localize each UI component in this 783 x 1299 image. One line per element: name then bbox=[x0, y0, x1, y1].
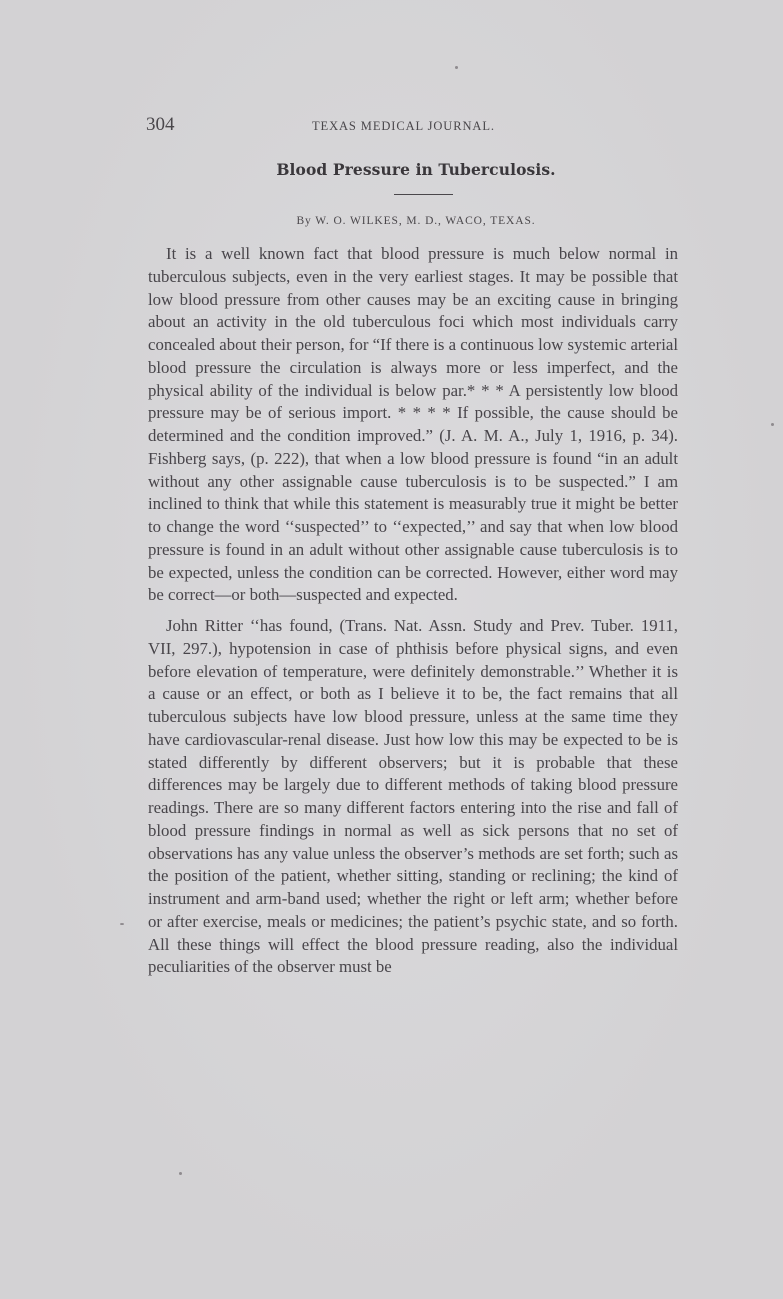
paper-speck bbox=[455, 66, 458, 69]
article-body bbox=[148, 243, 678, 979]
paragraph: It is a well known fact that blood pressure is much below normal in tuberculous subjects, even in the very earliest stages. It may be possible that low blood pressure from other causes may be an exciting cause in bringing about an activity in the old tuberculous foci which most individuals carry concealed about their person, for “If there is a continuous low systemic arterial blood pressure the circulation is always more or less imperfect, and the physical ability of the individual is below par.* * * A persistently low blood pressure may be of serious import. * * * * If possible, the cause should be determined and the condition improved.” (J. A. M. A., July 1, 1916, p. 34). Fishberg says, (p. 222), that when a low blood pressure is found “in an adult without any other assignable cause tuberculosis is to be suspected.” I am inclined to think that while this statement is measurably true it might be better to change the word ‘‘suspected’’ to ‘‘expected,’’ and say that when low blood pressure is found in an adult without other assignable cause tuberculosis is to be expected, unless the condition can be corrected. However, either word may be correct—or both—suspected and expected. bbox=[148, 244, 678, 605]
paper-speck bbox=[120, 923, 124, 925]
running-head: TEXAS MEDICAL JOURNAL. bbox=[312, 119, 495, 133]
title-divider bbox=[394, 194, 453, 195]
page-number: 304 bbox=[146, 114, 175, 135]
paragraph: John Ritter ‘‘has found, (Trans. Nat. Assn. Study and Prev. Tuber. 1911, VII, 297.), hypotension in case of phthisis before physical signs, and even before elevation of temperature, were definitely demonstrable.’’ Whether it is a cause or an effect, or both as I believe it to be, the fact remains that all tuberculous subjects have low blood pressure, unless at the same time they have cardiovascular-renal disease. Just how low this may be expected to be is stated differently by different observers; but it is probable that these differences may be largely due to different methods of taking blood pressure readings. There are so many different factors entering into the rise and fall of blood pressure findings in normal as well as sick persons that no set of observations has any value unless the observer’s methods are set forth; such as the position of the patient, whether sitting, standing or reclining; the kind of instrument and arm-band used; whether the right or left arm; whether before or after exercise, meals or medicines; the patient’s psychic state, and so forth. All these things will effect the blood pressure reading, also the individual peculiarities of the observer must be bbox=[148, 616, 678, 977]
paper-speck bbox=[179, 1172, 182, 1175]
author-byline: By W. O. WILKES, M. D., WACO, TEXAS. bbox=[296, 215, 536, 227]
paper-speck bbox=[771, 423, 774, 426]
page-header bbox=[146, 114, 678, 138]
article-title: Blood Pressure in Tuberculosis. bbox=[276, 160, 556, 179]
